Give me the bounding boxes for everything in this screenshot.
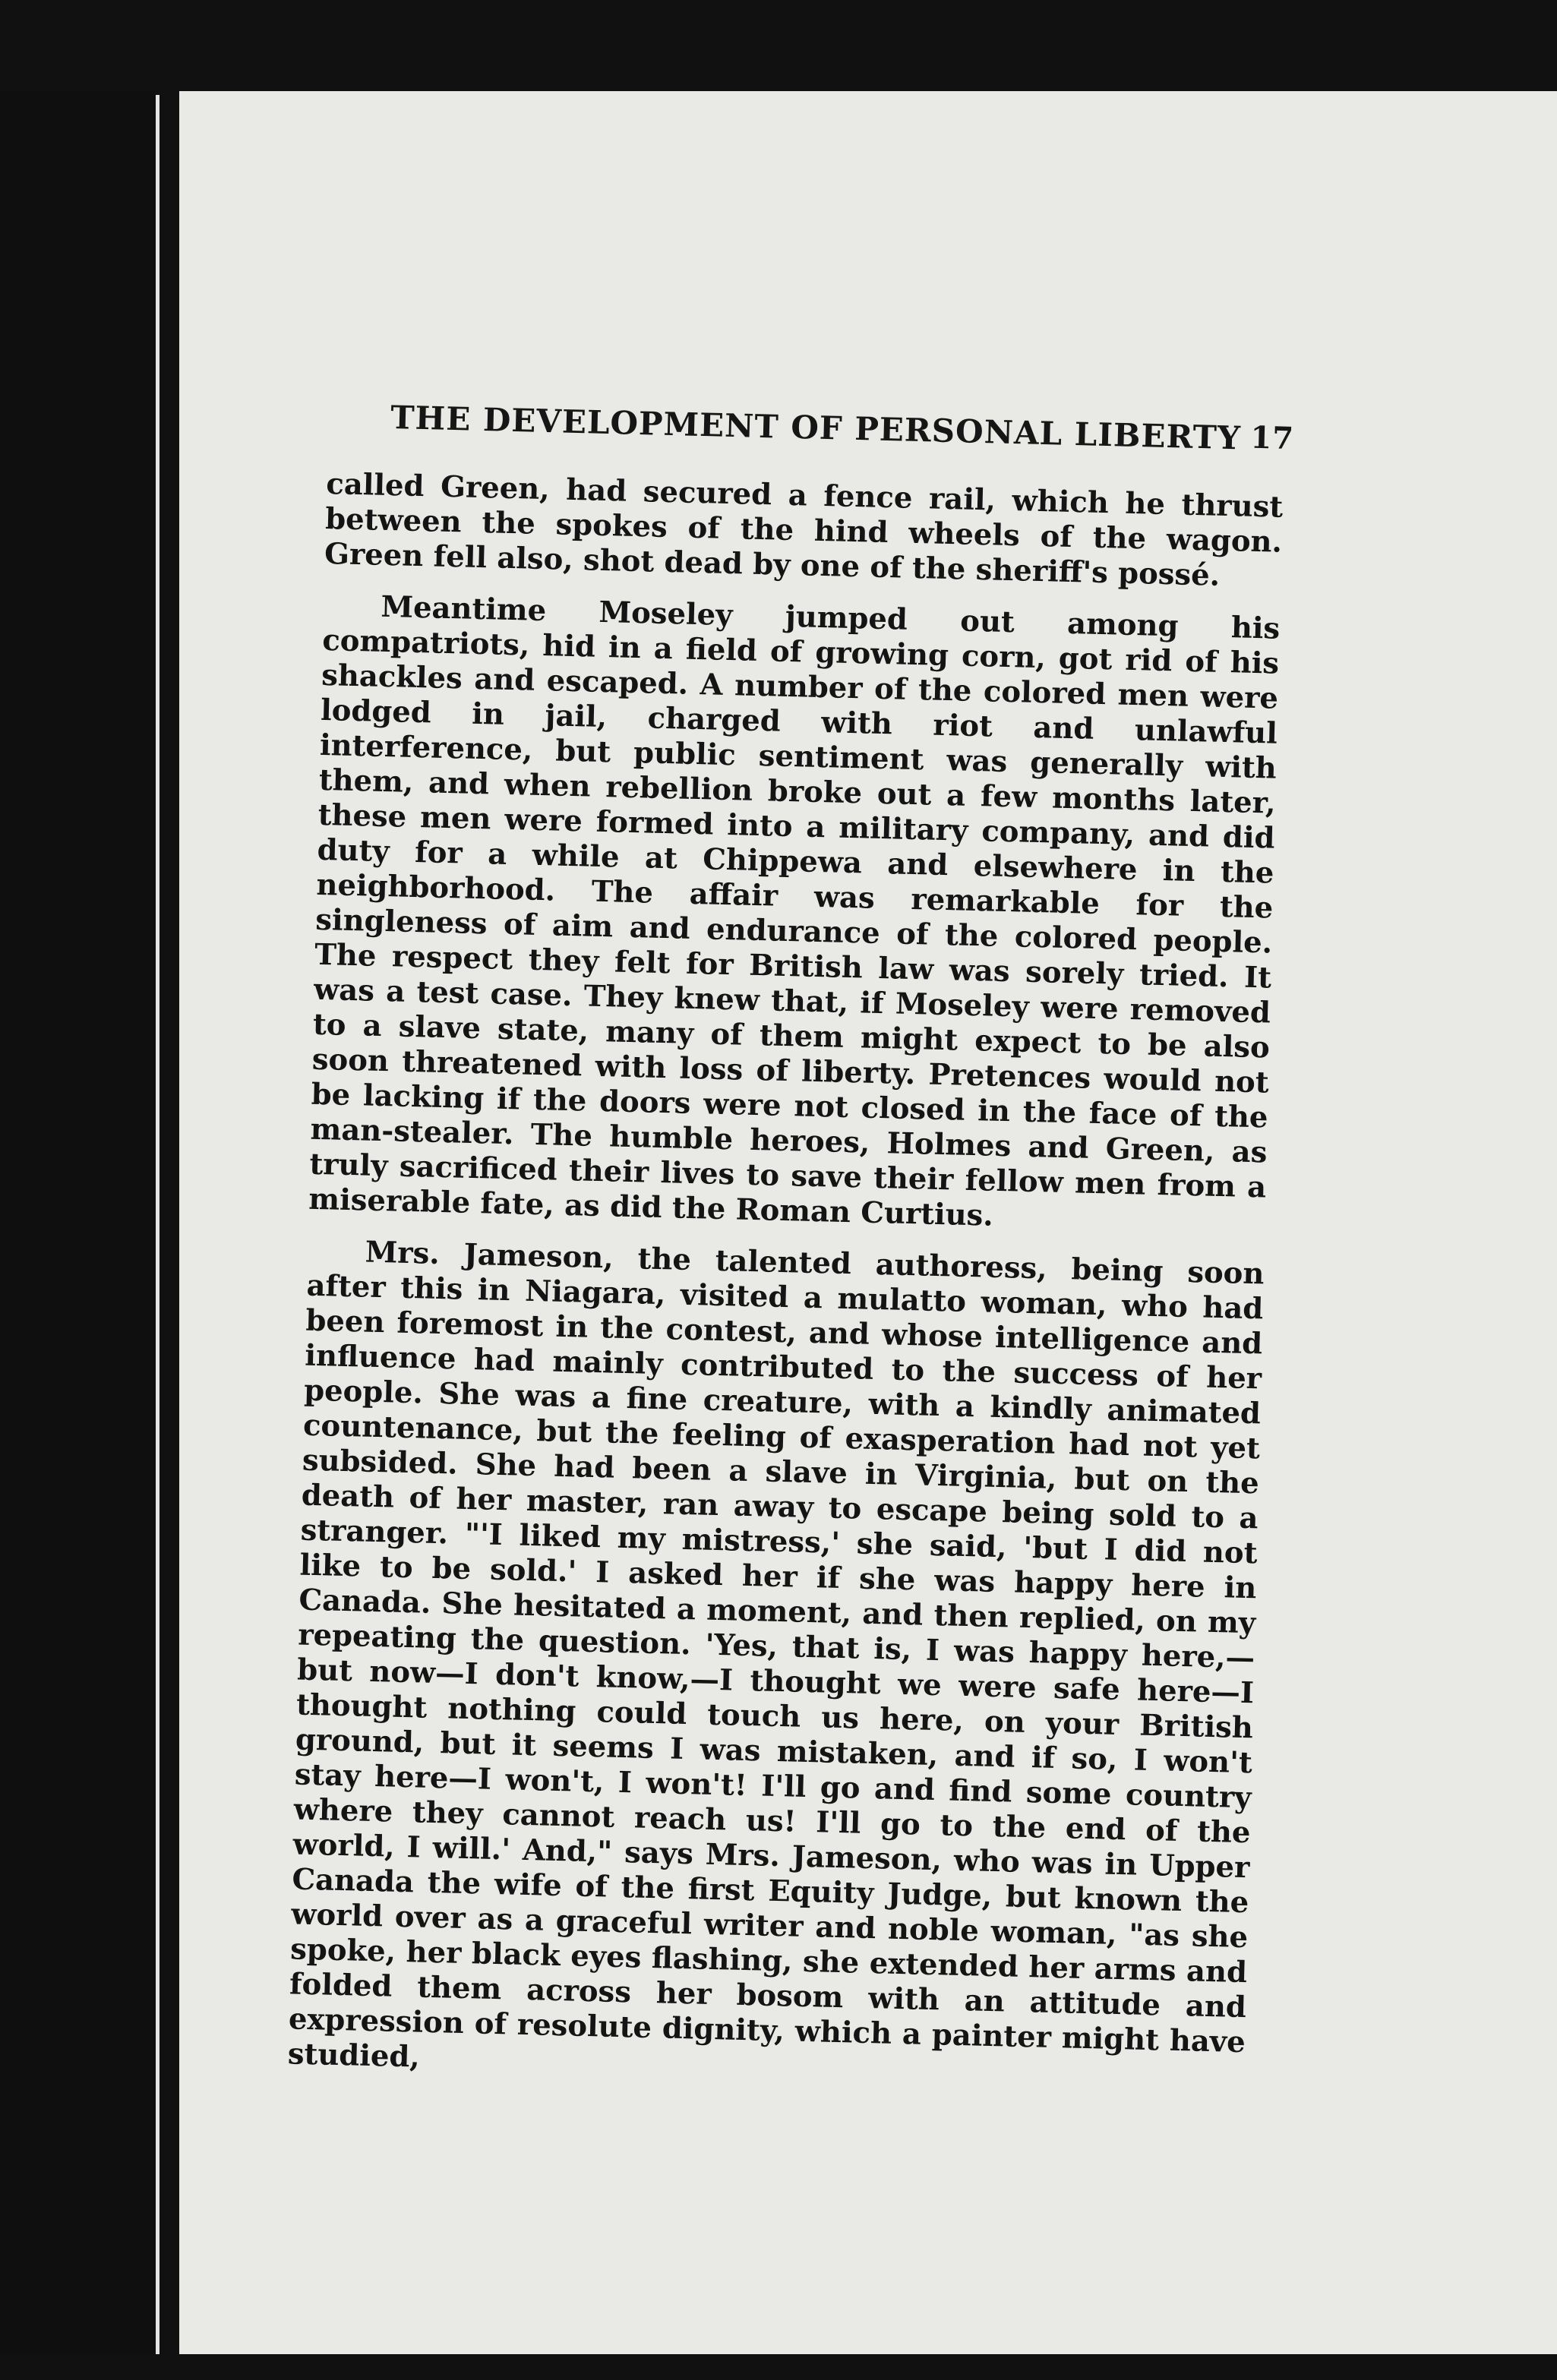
page-number: 17 xyxy=(1249,419,1295,457)
running-header-title: THE DEVELOPMENT OF PERSONAL LIBERTY xyxy=(390,399,1242,457)
body-text xyxy=(287,467,1284,2112)
scan-bottom-border xyxy=(0,2354,1557,2380)
paragraph-continuation: called Green, had secured a fence rail, which he thrust between the spokes of the hind wheels of the wagon. Green fell also, shot dead by one of the sheriff's possé. xyxy=(324,467,1284,593)
scan-top-border xyxy=(0,0,1557,95)
paragraph-moseley-escape: Meantime Moseley jumped out among his compatriots, hid in a field of growing corn, got rid of his shackles and escaped. A number of the colored men were lodged in jail, charged with riot and unlawful interference, but public sentiment was generally with them, and when rebellion broke out a few months later, these men were formed into a military company, and did duty for a while at Chippewa and elsewhere in the neighborhood. The affair was remarkable for the singleness of aim and endurance of the colored people. The respect they felt for British law was sorely tried. It was a test case. They knew that, if Moseley were removed to a slave state, many of them might expect to be also soon threatened with loss of liberty. Pretences would not be lacking if the doors were not closed in the face of the man-stealer. The humble heroes, Holmes and Green, as truly sacrificed their lives to save their fellow men from a miserable fate, as did the Roman Curtius. xyxy=(308,589,1281,1233)
paragraph-mrs-jameson: Mrs. Jameson, the talented authoress, being soon after this in Niagara, visited a mulatto woman, who had been foremost in the contest, and whose intelligence and influence had mainly contributed to the success of her people. She was a fine creature, with a kindly animated countenance, but the feeling of exasperation had not yet subsided. She had been a slave in Virginia, but on the death of her master, ran away to escape being sold to a stranger. "'I liked my mistress,' she said, 'but I did not like to be sold.' I asked her if she was happy here in Canada. She hesitated a moment, and then replied, on my repeating the question. 'Yes, that is, I was happy here,—but now—I don't know,—I thought we were safe here—I thought nothing could touch us here, on your British ground, but it seems I was mistaken, and if so, I won't stay here—I won't, I won't! I'll go and find some country where they cannot reach us! I'll go to the end of the world, I will.' And," says Mrs. Jameson, who was in Upper Canada the wife of the first Equity Judge, but known the world over as a graceful writer and noble woman, "as she spoke, her black eyes flashing, she extended her arms and folded them across her bosom with an attitude and expression of resolute dignity, which a painter might have studied, xyxy=(287,1235,1265,2075)
scan-left-border xyxy=(0,91,156,2362)
